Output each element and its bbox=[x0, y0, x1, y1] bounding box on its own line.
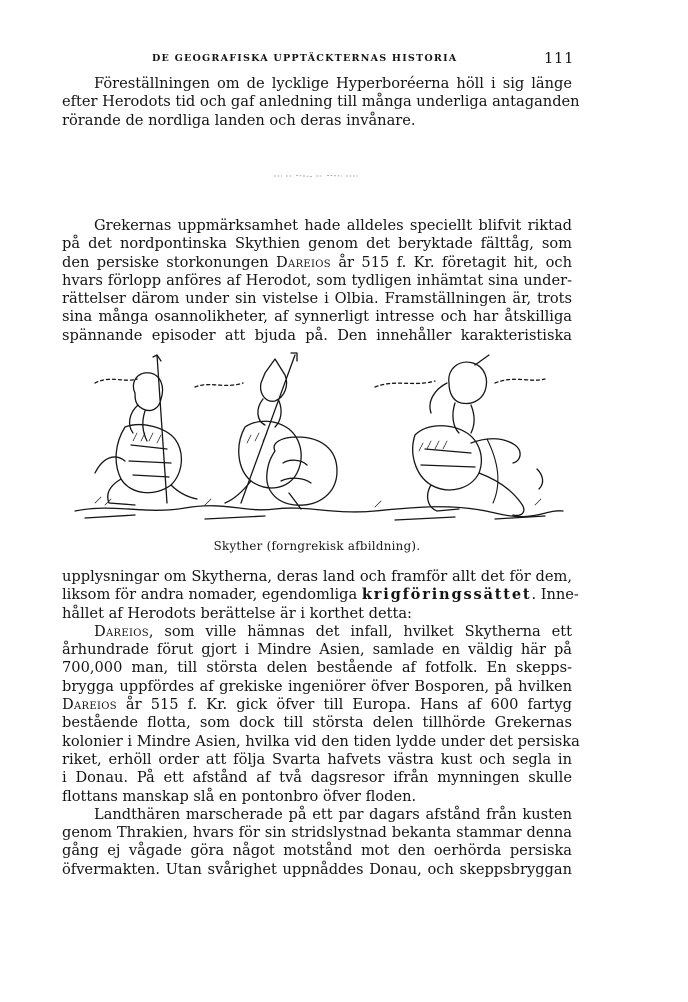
running-head bbox=[60, 49, 574, 70]
text-line: brygga uppfördes af grekiske ingeniörer öfver Bosporen, på hvilken bbox=[62, 677, 572, 695]
spaced-term: krigföringssättet bbox=[361, 586, 532, 604]
text-line: genom Thrakien, hvars för sin stridslystnad bekanta stammar denna bbox=[62, 824, 572, 842]
text-line: i Donau. På ett afstånd af två dagsresor ifrån mynningen skulle bbox=[62, 769, 572, 787]
text-run: år 515 f. Kr. företagit hit, och bbox=[330, 253, 572, 271]
text-line: på det nordpontinska Skythien genom det beryktade fälttåg, som bbox=[62, 235, 572, 253]
page-number: 111 bbox=[543, 49, 574, 67]
text-run: , som ville hämnas det infall, hvilket Skytherna ett bbox=[148, 622, 572, 640]
text-line: bestående flotta, som dock till största delen tillhörde Grekernas bbox=[62, 714, 572, 732]
text-line: riket, erhöll order att följa Svarta hafvets västra kust och segla in bbox=[62, 750, 572, 768]
text-line: kolonier i Mindre Asien, hvilka vid den tiden lydde under det persiska bbox=[62, 732, 580, 750]
scythians-illustration bbox=[75, 353, 563, 523]
text-run: liksom för andra nomader, egendomliga bbox=[62, 586, 362, 604]
running-head-title: DE GEOGRAFISKA UPPTÄCKTERNAS HISTORIA bbox=[152, 53, 458, 64]
text-line: 700,000 man, till största delen bestående af fotfolk. En skepps- bbox=[62, 659, 572, 677]
name-dareios: Dareios bbox=[94, 622, 149, 640]
paragraph-scythian-campaign bbox=[62, 217, 572, 345]
text-line bbox=[62, 254, 572, 272]
text-line: efter Herodots tid och gaf anledning till många underliga antaganden bbox=[62, 93, 580, 111]
text-run: den persiske storkonungen bbox=[62, 253, 277, 271]
text-line bbox=[62, 623, 572, 641]
warrior-center bbox=[225, 353, 337, 509]
name-dareios: Dareios bbox=[276, 253, 331, 271]
text-line bbox=[62, 696, 572, 714]
text-line: hvars förlopp anföres af Herodot, som tydligen inhämtat sina under- bbox=[62, 271, 572, 289]
text-line: gång ej vågade göra något motstånd mot den oerhörda persiska bbox=[62, 842, 572, 860]
text-line: flottans manskap slå en pontonbro öfver floden. bbox=[62, 787, 417, 805]
text-line: Grekernas uppmärksamhet hade alldeles speciellt blifvit riktad bbox=[94, 217, 572, 234]
text-line: upplysningar om Skytherna, deras land och framför allt det för dem, bbox=[62, 568, 572, 585]
text-line: spännande episoder att bjuda på. Den innehåller karakteristiska bbox=[62, 326, 572, 344]
text-line: Landthären marscherade på ett par dagars afstånd från kusten bbox=[94, 805, 572, 823]
text-line: öfvermakten. Utan svårighet uppnåddes Donau, och skeppsbryggan bbox=[62, 860, 572, 878]
text-line: hållet af Herodots berättelse är i korthet detta: bbox=[62, 604, 412, 622]
text-line: århundrade förut gjort i Mindre Asien, samlade en väldig här på bbox=[62, 641, 572, 659]
figure-caption: Skyther (forngrekisk afbildning). bbox=[213, 539, 421, 553]
text-line: Föreställningen om de lycklige Hyperboréerna höll i sig länge bbox=[94, 75, 572, 92]
text-run: . Inne- bbox=[531, 586, 579, 604]
warrior-right bbox=[413, 355, 543, 515]
text-line bbox=[62, 586, 579, 604]
text-run: år 515 f. Kr. gick öfver till Europa. Hans af 600 fartyg bbox=[116, 696, 572, 714]
text-line: sina många osannolikheter, af synnerligt intresse och har åtskilliga bbox=[62, 308, 572, 326]
paragraph-herodotus-summary bbox=[62, 568, 580, 879]
text-line: rättelser därom under sin vistelse i Olbia. Framställningen är, trots bbox=[62, 290, 572, 308]
name-dareios: Dareios bbox=[62, 696, 117, 714]
warrior-left bbox=[95, 355, 197, 505]
section-separator bbox=[272, 173, 360, 179]
paragraph-hyperboreans bbox=[62, 75, 580, 130]
text-line: rörande de nordliga landen och deras invånare. bbox=[62, 111, 416, 129]
